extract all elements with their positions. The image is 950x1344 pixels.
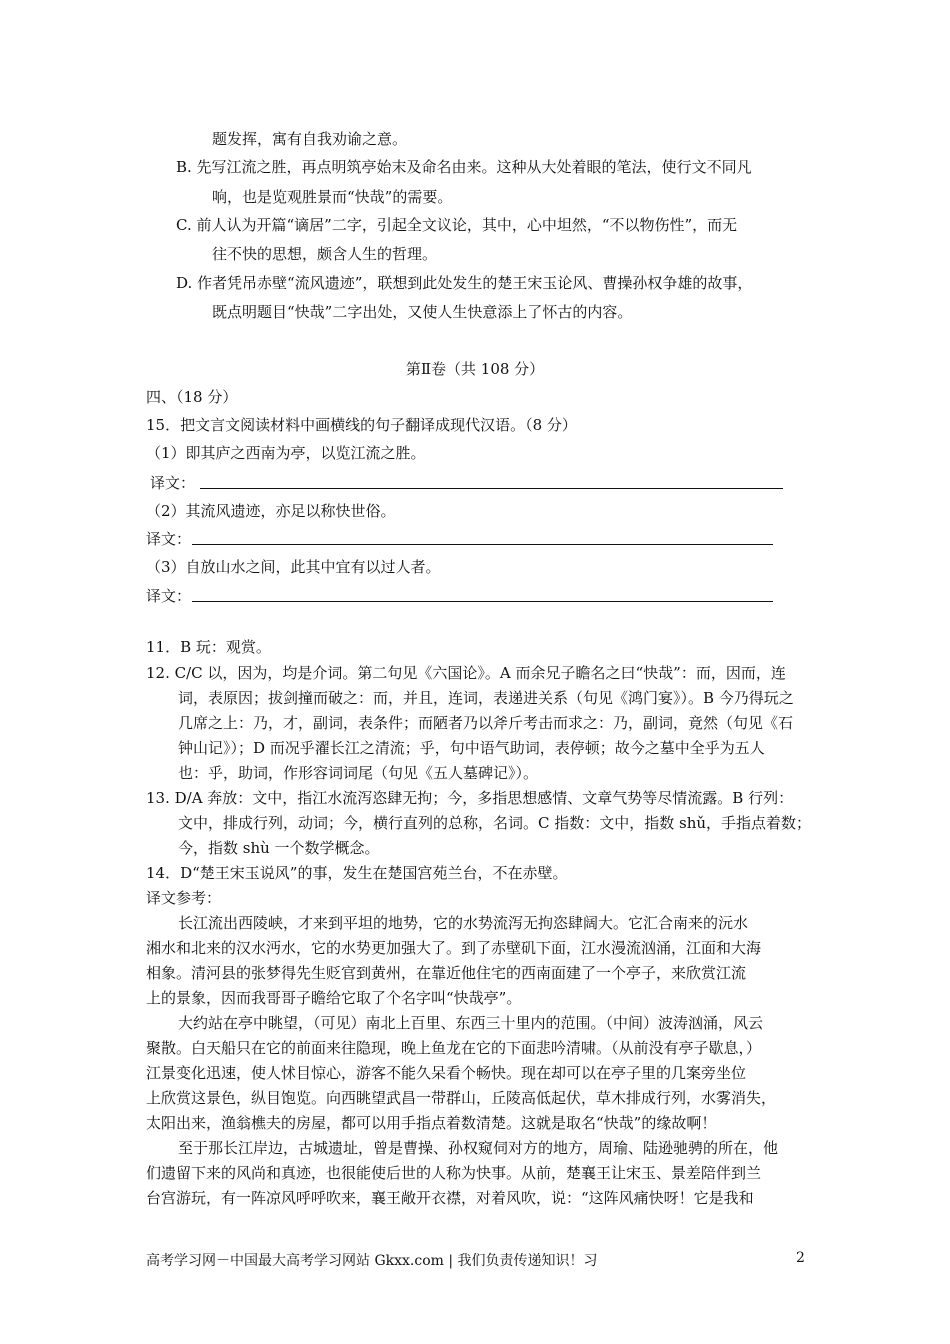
answer-12-line2: 词，表原因；拔剑撞而破之：而，并且，连词，表递进关系（句见《鸿门宴》）。B 今乃得玩之 [178,689,794,707]
page-number: 2 [796,1250,805,1266]
reference-translation-label: 译文参考： [146,889,222,907]
reference-paragraph-1-line2: 湘水和北来的汉水沔水，它的水势更加强大了。到了赤壁矶下面，江水漫流汹涌，江面和大海 [146,939,762,957]
translation-line-3[interactable] [192,601,773,602]
question-15: 15．把文言文阅读材料中画横线的句子翻译成现代汉语。（8 分） [146,416,577,434]
translation-label-2: 译文： [146,530,192,548]
reference-paragraph-2-line3: 江景变化迅速，使人怵目惊心，游客不能久呆看个畅快。现在却可以在亭子里的几案旁坐位 [146,1064,747,1082]
option-a-continuation: 题发挥，寓有自我劝谕之意。 [212,130,408,148]
translation-line-2[interactable] [192,544,773,545]
option-b-line1: B. 先写江流之胜，再点明筑亭始末及命名由来。这种从大处着眼的笔法，使行文不同凡 [176,158,752,176]
answer-12-line5: 也：乎，助词，作形容词词尾（句见《五人墓碑记》）。 [178,764,539,782]
answer-13-line2: 文中，排成行列，动词；今，横行直列的总称，名词。C 指数：文中，指数 shǔ，手指点着数； [178,814,812,832]
reference-paragraph-3-line3: 台宫游玩，有一阵凉风呼呼吹来，襄王敞开衣襟，对着风吹，说：“这阵风痛快呀！它是我和 [146,1189,754,1207]
answer-12-line1: 12. C/C 以，因为，均是介词。第二句见《六国论》。A 而余兄子瞻名之曰“快哉”：而，因而，连 [146,664,786,682]
option-d-line1: D. 作者凭吊赤壁“流风遗迹”，联想到此处发生的楚王宋玉论风、曹操孙权争雄的故事， [176,274,753,292]
answer-12-line3: 几席之上：乃，才，副词，表条件；而陋者乃以斧斤考击而求之：乃，副词，竟然（句见《石 [178,714,794,732]
option-c-line2: 往不快的思想，颇含人生的哲理。 [212,245,438,263]
translation-line-1[interactable] [200,488,783,489]
answer-13-line3: 今，指数 shù 一个数学概念。 [178,839,380,857]
answer-12-line4: 钟山记》）；D 而况乎濯长江之清流；乎，句中语气助词，表停顿；故今之墓中全乎为五人 [178,739,765,757]
section-title: 第Ⅱ卷（共 108 分） [405,360,545,378]
option-b-line2: 响，也是览观胜景而“快哉”的需要。 [212,188,453,206]
option-c-line1: C. 前人认为开篇“谪居”二字，引起全文议论，其中，心中坦然，“不以物伤性”，而无 [176,216,738,234]
sentence-3: （3）自放山水之间，此其中宜有以过人者。 [146,558,441,576]
reference-paragraph-2-line5: 太阳出来，渔翁樵夫的房屋，都可以用手指点着数清楚。这就是取名“快哉”的缘故啊！ [146,1114,717,1132]
sentence-2: （2）其流风遗迹，亦足以称快世俗。 [146,502,396,520]
reference-paragraph-3-line2: 们遗留下来的风尚和真迹，也很能使后世的人称为快事。从前，楚襄王让宋玉、景差陪伴到兰 [146,1164,762,1182]
reference-paragraph-2-line2: 聚散。白天船只在它的前面来往隐现，晚上鱼龙在它的下面悲吟清啸。（从前没有亭子歇息，） [146,1039,762,1057]
translation-label-3: 译文： [146,587,192,605]
option-d-line2: 既点明题目“快哉”二字出处，又使人生快意添上了怀古的内容。 [212,303,633,321]
answer-11: 11．B 玩：观赏。 [146,638,271,656]
reference-paragraph-2-line4: 上欣赏这景色，纵目饱览。向西眺望武昌一带群山，丘陵高低起伏，草木排成行列，水雾消失， [146,1089,777,1107]
reference-paragraph-2-line1: 大约站在亭中眺望，（可见）南北上百里、东西三十里内的范围。（中间）波涛汹涌，风云 [178,1014,764,1032]
reference-paragraph-3-line1: 至于那长江岸边，古城遗址，曾是曹操、孙权窥伺对方的地方，周瑜、陆逊驰骋的所在，他 [178,1139,779,1157]
answer-14: 14．D“楚王宋玉说风”的事，发生在楚国宫苑兰台，不在赤壁。 [146,864,568,882]
reference-paragraph-1-line3: 相象。清河县的张梦得先生贬官到黄州，在靠近他住宅的西南面建了一个亭子，来欣赏江流 [146,964,747,982]
sentence-1: （1）即其庐之西南为亭，以览江流之胜。 [146,444,426,462]
footer-text: 高考学习网－中国最大高考学习网站 Gkxx.com | 我们负责传递知识！习 [146,1253,598,1269]
reference-paragraph-1-line4: 上的景象，因而我哥哥子瞻给它取了个名字叫“快哉亭”。 [146,989,522,1007]
translation-label-1: 译文： [150,474,196,492]
part-four-heading: 四、（18 分） [146,388,238,406]
reference-paragraph-1-line1: 长江流出西陵峡，才来到平坦的地势，它的水势流泻无拘恣肆阔大。它汇合南来的沅水 [178,914,749,932]
answer-13-line1: 13. D/A 奔放：文中，指江水流泻恣肆无拘；今，多指思想感情、文章气势等尽情流露。B 行列： [146,789,794,807]
